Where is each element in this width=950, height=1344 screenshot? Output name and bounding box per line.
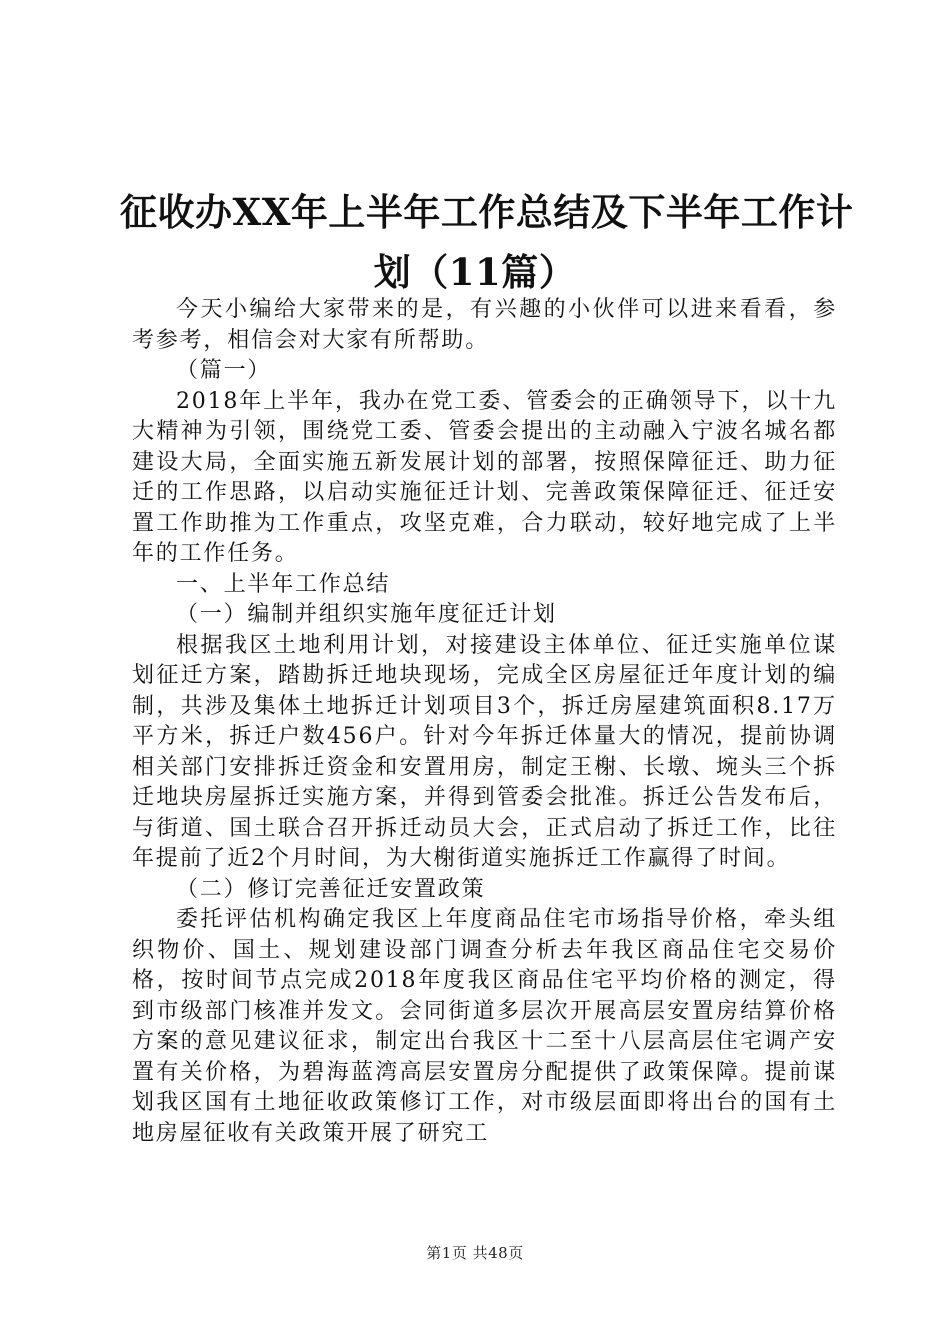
document-title <box>120 182 854 302</box>
body-paragraph: 根据我区土地利用计划，对接建设主体单位、征迁实施单位谋划征迁方案，踏勘拆迁地块现场，完成全区房屋征迁年度计划的编制，共涉及集体土地拆迁计划项目3个，拆迁房屋建筑面积8.17万平方米，拆迁户数456户。针对今年拆迁体量大的情况，提前协调相关部门安排拆迁资金和安置用房，制定王榭、长墩、埦头三个拆迁地块房屋拆迁实施方案，并得到管委会批准。拆迁公告发布后，与街道、国土联合召开拆迁动员大会，正式启动了拆迁工作，比往年提前了近2个月时间，为大榭街道实施拆迁工作赢得了时间。 <box>132 632 837 871</box>
document-body <box>132 295 837 1149</box>
section-heading: 一、上半年工作总结 <box>176 571 391 597</box>
section-label-part-one: （篇一） <box>176 358 272 383</box>
page-footer: 第1页 共48页 <box>426 1244 524 1262</box>
title-line-1: 征收办XX年上半年工作总结及下半年工作计 <box>120 190 854 234</box>
subsection-heading: （一）编制并组织实施年度征迁计划 <box>176 602 557 627</box>
intro-paragraph: 今天小编给大家带来的是，有兴趣的小伙伴可以进来看看，参考参考，相信会对大家有所帮助。 <box>132 297 837 353</box>
body-paragraph: 委托评估机构确定我区上年度商品住宅市场指导价格，牵头组织物价、国土、规划建设部门调查分析去年我区商品住宅交易价格，按时间节点完成2018年度我区商品住宅平均价格的测定，得到市级部门核准并发文。会同街道多层次开展高层安置房结算价格方案的意见建议征求，制定出台我区十二至十八层高层住宅调产安置有关价格，为碧海蓝湾高层安置房分配提供了政策保障。提前谋划我区国有土地征收政策修订工作，对市级层面即将出台的国有土地房屋征收有关政策开展了研究工 <box>132 907 837 1146</box>
subsection-heading: （二）修订完善征迁安置政策 <box>176 876 486 902</box>
body-paragraph: 2018年上半年，我办在党工委、管委会的正确领导下，以十九大精神为引领，围绕党工委、管委会提出的主动融入宁波名城名都建设大局，全面实施五新发展计划的部署，按照保障征迁、助力征迁的工作思路，以启动实施征迁计划、完善政策保障征迁、征迁安置工作助推为工作重点，攻坚克难，合力联动，较好地完成了上半年的工作任务。 <box>132 388 837 566</box>
title-line-2: 划（11篇） <box>373 250 577 294</box>
